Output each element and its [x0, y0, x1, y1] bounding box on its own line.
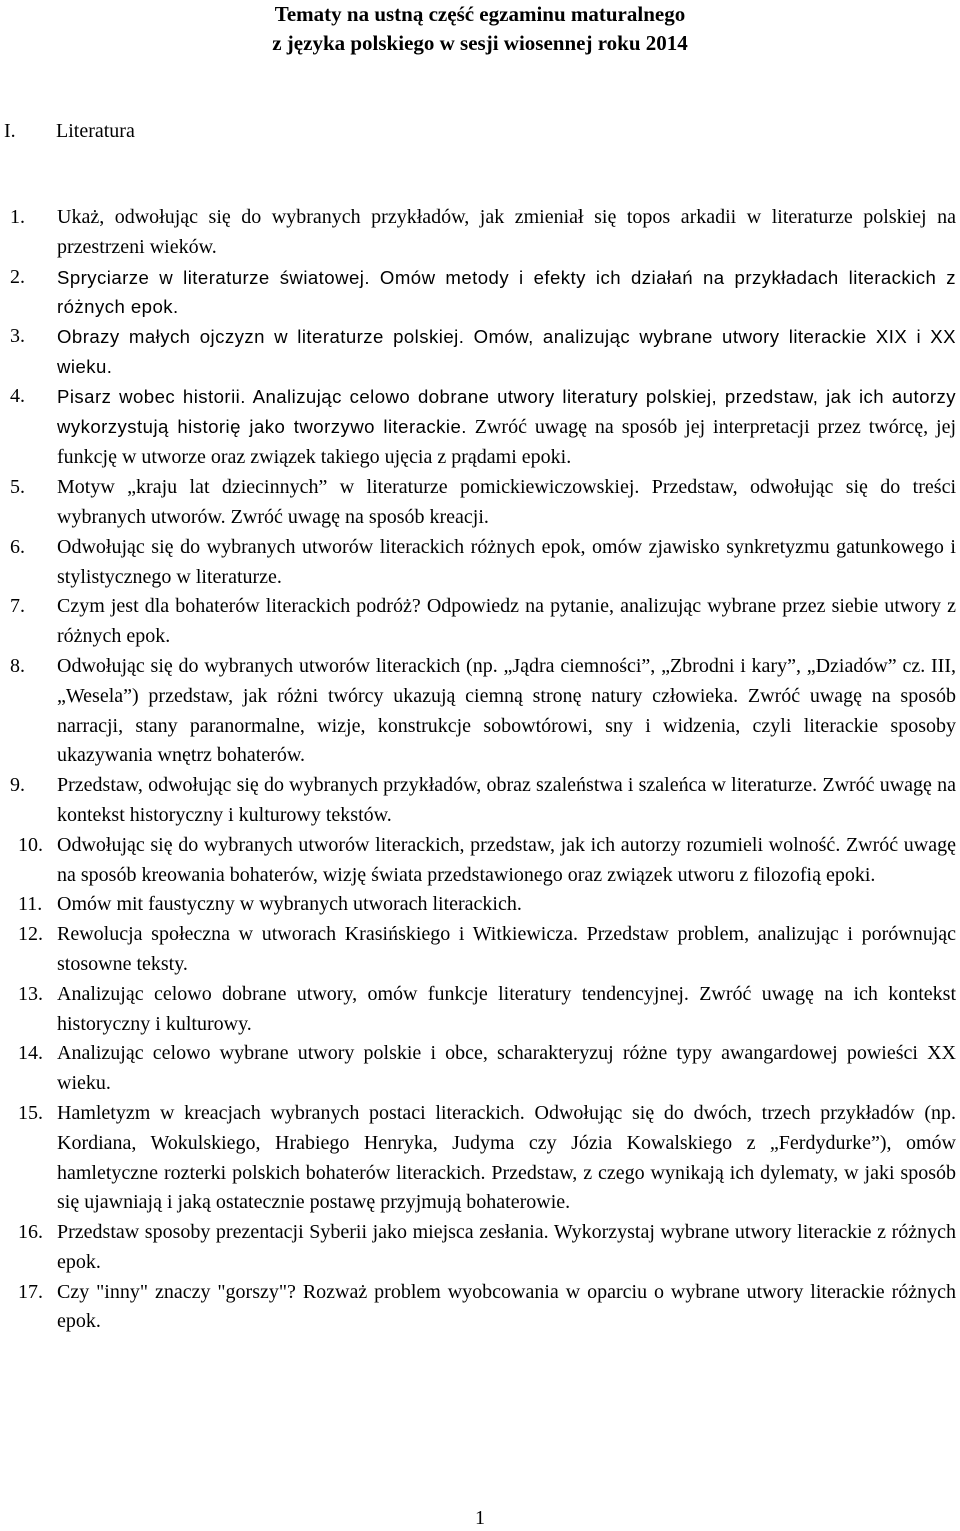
topic-item — [0, 1278, 960, 1338]
topic-item — [0, 890, 960, 920]
topic-text: Ukaż, odwołując się do wybranych przykładów, jak zmieniał się topos arkadii w literaturze polskiej na przestrzeni wieków. — [57, 206, 956, 258]
topic-number: 8. — [10, 654, 25, 677]
topic-number: 10. — [18, 833, 43, 856]
section-number: I. — [4, 120, 16, 142]
topic-number: 17. — [18, 1280, 43, 1303]
topic-item — [0, 322, 960, 382]
topic-number: 13. — [18, 982, 43, 1005]
topic-text — [57, 382, 956, 473]
topic-text: Analizując celowo dobrane utwory, omów funkcje literatury tendencyjnej. Zwróć uwagę na ich kontekst historyczny i kulturowy. — [57, 982, 956, 1035]
topic-item — [0, 920, 960, 980]
page-number: 1 — [475, 1507, 485, 1529]
topic-text-sans-part: Pisarz wobec historii. Analizując celowo dobrane utwory literatury polskiej, przedstaw, jak ich autorzy wykorzystują historię jako tworzywo literackie. — [57, 385, 956, 437]
topic-text: Czy "inny" znaczy "gorszy"? Rozważ problem wyobcowania w oparciu o wybrane utwory literackie różnych epok. — [57, 1280, 956, 1333]
topic-number: 12. — [18, 923, 43, 946]
document-title-line-1: Tematy na ustną część egzaminu maturalnego — [274, 2, 686, 26]
topic-text: Omów mit faustyczny w wybranych utworach literackich. — [57, 893, 522, 916]
topic-text: Hamletyzm w kreacjach wybranych postaci literackich. Odwołując się do dwóch, trzech przykładów (np. Kordiana, Wokulskiego, Hrabiego Henryka, Judyma czy Józia Kowalskiego z „Ferdydurke”), omów hamletyczne rozterki polskich bohaterów literackich. Przedstaw, z czego wynikają ich dylematy, w jaki sposób się ujawniają i jaką ostatecznie postawę przyjmują bohaterowie. — [57, 1101, 956, 1214]
topic-number: 4. — [10, 384, 25, 407]
topic-item — [0, 382, 960, 473]
topic-text: Przedstaw sposoby prezentacji Syberii jako miejsca zesłania. Wykorzystaj wybrane utwory literackie z różnych epok. — [57, 1221, 956, 1273]
topic-number: 1. — [10, 206, 25, 228]
topic-text: Przedstaw, odwołując się do wybranych przykładów, obraz szaleństwa i szaleńca w literaturze. Zwróć uwagę na kontekst historyczny i kulturowy tekstów. — [57, 774, 956, 826]
topic-number: 9. — [10, 774, 25, 797]
topic-number: 11. — [18, 893, 43, 916]
topic-item — [0, 203, 960, 263]
topic-item — [0, 771, 960, 831]
topic-item — [0, 1099, 960, 1218]
topic-number: 16. — [18, 1221, 43, 1244]
topic-text: Obrazy małych ojczyzn w literaturze polskiej. Omów, analizując wybrane utwory literackie XIX i XX wieku. — [57, 326, 956, 377]
topic-item — [0, 1218, 960, 1278]
topic-item — [0, 831, 960, 891]
topic-text: Rewolucja społeczna w utworach Krasińskiego i Witkiewicza. Przedstaw problem, analizując i porównując stosowne teksty. — [57, 923, 956, 975]
topic-text: Odwołując się do wybranych utworów literackich (np. „Jądra ciemności”, „Zbrodni i kary”, „Dziadów” cz. III, „Wesela”) przedstaw, jak różni twórcy ukazują ciemną stronę natury człowieka. Zwróć uwagę na sposób narracji, stany paranormalne, wizje, konstrukcje sobowtórowi, sny i widzenia, czyli literackie sposoby ukazywania wnętrz bohaterów. — [57, 654, 956, 767]
topic-item — [0, 652, 960, 771]
topic-text: Czym jest dla bohaterów literackich podróż? Odpowiedz na pytanie, analizując wybrane przez siebie utwory z różnych epok. — [57, 595, 956, 648]
topic-text-serif-part: Zwróć uwagę na sposób jej interpretacji przez twórcę, jej funkcję w utworze oraz związek takiego ujęcia z prądami epoki. — [57, 415, 957, 469]
section-title: Literatura — [56, 120, 135, 142]
topic-number: 3. — [10, 325, 25, 348]
topic-text: Odwołując się do wybranych utworów literackich różnych epok, omów zjawisko synkretyzmu gatunkowego i stylistycznego w literaturze. — [57, 535, 956, 588]
topic-text: Analizując celowo wybrane utwory polskie i obce, scharakteryzuj różne typy awangardowej powieści XX wieku. — [57, 1042, 956, 1095]
topic-item — [0, 980, 960, 1040]
topic-item — [0, 1039, 960, 1099]
topic-list — [0, 203, 960, 1337]
topic-text: Spryciarze w literaturze światowej. Omów metody i efekty ich działań na przykładach literackich z różnych epok. — [57, 266, 956, 318]
topic-text: Motyw „kraju lat dziecinnych” w literaturze pomickiewiczowskiej. Przedstaw, odwołując się do treści wybranych utworów. Zwróć uwagę na sposób kreacji. — [57, 476, 956, 528]
topic-number: 5. — [10, 476, 25, 499]
topic-item — [0, 263, 960, 323]
topic-number: 15. — [18, 1101, 43, 1124]
topic-item — [0, 473, 960, 533]
topic-number: 2. — [10, 265, 25, 288]
document-title-line-2: z języka polskiego w sesji wiosennej roku 2014 — [272, 31, 688, 55]
topic-text: Odwołując się do wybranych utworów literackich, przedstaw, jak ich autorzy rozumieli wolność. Zwróć uwagę na sposób kreowania bohaterów, wizję świata przedstawionego oraz związek utworu z filozofią epoki. — [57, 833, 956, 886]
topic-number: 6. — [10, 535, 25, 558]
topic-number: 7. — [10, 595, 25, 618]
topic-number: 14. — [18, 1042, 43, 1065]
topic-item — [0, 592, 960, 652]
topic-item — [0, 533, 960, 593]
